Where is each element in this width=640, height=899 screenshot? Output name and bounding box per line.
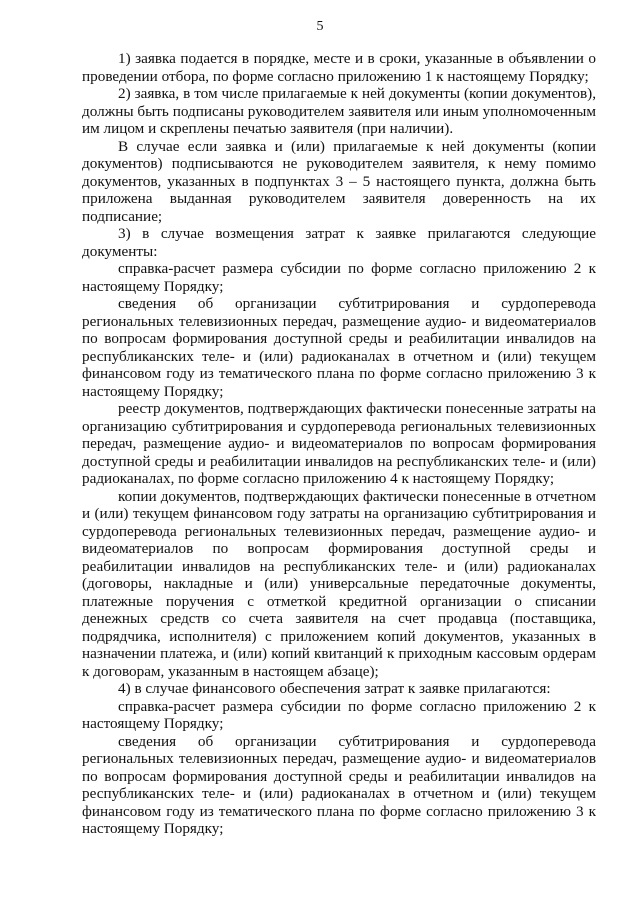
paragraph-2: 2) заявка, в том числе прилагаемые к ней документы (копии документов), должны быть подписаны руководителем заявителя или иным уполномоченным им лицом и скреплены печатью заявителя (при наличии).: [82, 85, 596, 137]
page-number: 5: [316, 19, 324, 34]
paragraph-5: справка-расчет размера субсидии по форме согласно приложению 2 к настоящему Порядку;: [82, 260, 596, 295]
paragraph-11: сведения об организации субтитрирования и сурдоперевода региональных телевизионных передач, размещение аудио- и видеоматериалов по вопросам формирования доступной среды и реабилитации инвалидов на республиканских теле- и (или) радиоканалах в отчетном и (или) текущем финансовом году из тематического плана по форме согласно приложению 3 к настоящему Порядку;: [82, 732, 596, 837]
paragraph-1: 1) заявка подается в порядке, месте и в сроки, указанные в объявлении о проведении отбора, по форме согласно приложению 1 к настоящему Порядку;: [82, 50, 596, 85]
paragraph-3: В случае если заявка и (или) прилагаемые к ней документы (копии документов) подписываются не руководителем заявителя, к нему помимо документов, указанных в подпунктах 3 – 5 настоящего пункта, должна быть приложена выданная руководителем заявителя доверенность на их подписание;: [82, 137, 596, 225]
paragraph-7: реестр документов, подтверждающих фактически понесенные затраты на организацию субтитрирования и сурдоперевода региональных телевизионных передач, размещение аудио- и видеоматериалов по вопросам формирования доступной среды и реабилитации инвалидов на республиканских теле- и (или) радиоканалах, по форме согласно приложению 4 к настоящему Порядку;: [82, 400, 596, 487]
paragraph-6: сведения об организации субтитрирования и сурдоперевода региональных телевизионных передач, размещение аудио- и видеоматериалов по вопросам формирования доступной среды и реабилитации инвалидов на республиканских теле- и (или) радиоканалах в отчетном и (или) текущем финансовом году из тематического плана по форме согласно приложению 3 к настоящему Порядку;: [82, 295, 596, 400]
paragraph-8: копии документов, подтверждающих фактически понесенные в отчетном и (или) текущем финансовом году затраты на организацию субтитрирования и сурдоперевода региональных телевизионных передач, размещение аудио- и видеоматериалов по вопросам формирования доступной среды и реабилитации инвалидов на республиканских теле- и (или) радиоканалах (договоры, накладные и (или) универсальные передаточные документы, платежные поручения с отметкой кредитной организации о списании денежных средств со счета заявителя на счет продавца (поставщика, подрядчика, исполнителя) с приложением копий документов, указанных в назначении платежа, и (или) копий квитанций к приходным кассовым ордерам к договорам, указанным в настоящем абзаце);: [82, 487, 596, 680]
document-body: [82, 50, 596, 838]
paragraph-10: справка-расчет размера субсидии по форме согласно приложению 2 к настоящему Порядку;: [82, 697, 596, 732]
paragraph-4: 3) в случае возмещения затрат к заявке прилагаются следующие документы:: [82, 225, 596, 260]
paragraph-9: 4) в случае финансового обеспечения затрат к заявке прилагаются:: [118, 680, 551, 697]
